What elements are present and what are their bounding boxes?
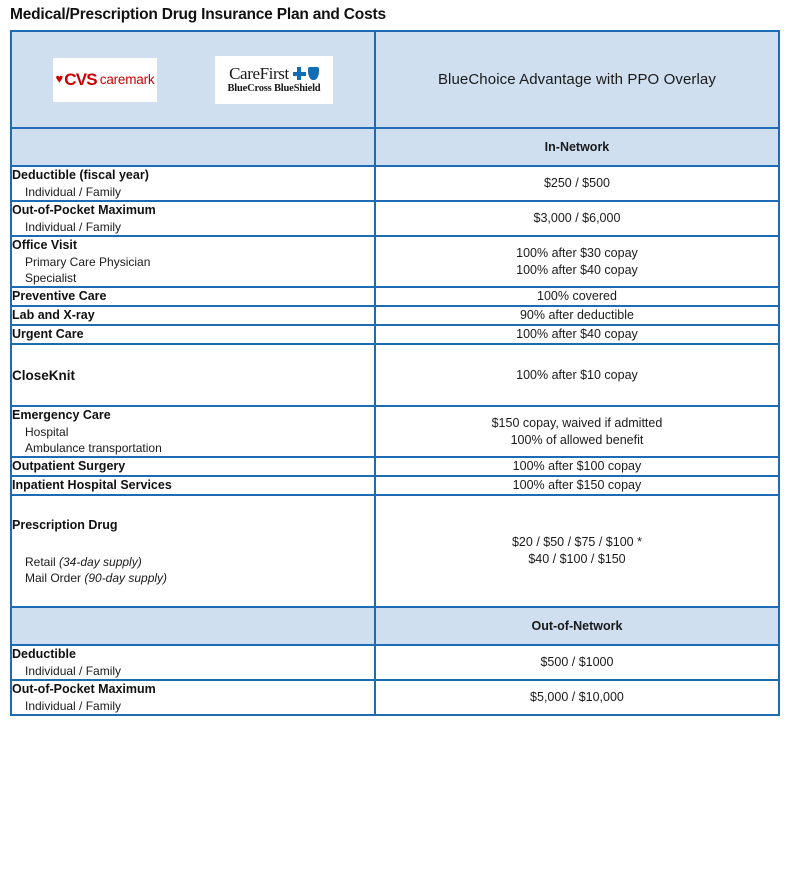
benefit-name: Office Visit [12, 238, 78, 252]
benefit-value: $5,000 / $10,000 [530, 690, 624, 704]
table-row [11, 457, 779, 476]
benefit-sublabel-text: Mail Order [25, 570, 85, 585]
benefit-name: Deductible (fiscal year) [12, 168, 149, 182]
table-row [11, 201, 779, 236]
table-row [11, 306, 779, 325]
spacer [12, 534, 374, 554]
benefit-label-cell [11, 457, 375, 476]
benefit-name: Lab and X-ray [12, 308, 95, 322]
benefit-sublabel: Ambulance transportation [25, 441, 162, 455]
benefit-sublabel: Individual / Family [25, 664, 122, 678]
benefit-value: $500 / $1000 [540, 655, 614, 669]
carrier-logos-cell [11, 31, 375, 128]
benefit-value: 100% covered [537, 289, 617, 303]
benefit-value: 100% of allowed benefit [510, 432, 644, 447]
benefit-value-cell [375, 166, 779, 201]
benefit-value-cell [375, 476, 779, 495]
benefit-sublabel-note: (90-day supply) [84, 570, 168, 585]
benefit-name: Preventive Care [12, 289, 107, 303]
bluecross-blueshield-wordmark: BlueCross BlueShield [227, 83, 321, 94]
shield-icon [308, 67, 319, 80]
benefit-name: Inpatient Hospital Services [12, 478, 172, 492]
benefit-name: Urgent Care [12, 327, 84, 341]
benefit-value: 100% after $40 copay [516, 262, 638, 277]
table-row [11, 287, 779, 306]
benefit-sublabel: Individual / Family [25, 185, 122, 199]
table-row [11, 645, 779, 680]
benefit-label-cell [11, 306, 375, 325]
benefit-label-cell [11, 166, 375, 201]
benefit-label-cell [11, 344, 375, 406]
table-row [11, 476, 779, 495]
table-row [11, 325, 779, 344]
table-row [11, 344, 779, 406]
benefit-name: Deductible [12, 647, 76, 661]
benefit-label-cell [11, 645, 375, 680]
benefit-value: 100% after $150 copay [512, 478, 642, 492]
benefit-sublabel: Individual / Family [25, 220, 122, 234]
table-row [11, 406, 779, 457]
section-heading: Out-of-Network [375, 607, 779, 645]
benefit-label-cell [11, 325, 375, 344]
table-row [11, 236, 779, 287]
benefit-label-cell [11, 201, 375, 236]
table-row [11, 680, 779, 715]
section-header-spacer [11, 128, 375, 166]
table-header-row [11, 31, 779, 128]
benefit-sublabel-note: (34-day supply) [59, 554, 142, 569]
benefit-value: 100% after $30 copay [516, 245, 638, 260]
benefit-value: $40 / $100 / $150 [528, 552, 626, 566]
benefit-value-cell [375, 325, 779, 344]
carefirst-wordmark: CareFirst [229, 64, 289, 83]
benefit-value: $250 / $500 [543, 176, 610, 190]
benefit-sublabel: Individual / Family [25, 699, 122, 713]
benefit-value: 90% after deductible [519, 308, 634, 322]
benefit-value: $20 / $50 / $75 / $100 * [511, 535, 642, 549]
benefit-value: 100% after $40 copay [516, 327, 638, 341]
benefit-name: Out-of-Pocket Maximum [12, 682, 156, 696]
benefit-value: $150 copay, waived if admitted [491, 415, 663, 430]
cvs-caremark-logo [53, 58, 157, 102]
table-row [11, 166, 779, 201]
benefit-name: Out-of-Pocket Maximum [12, 203, 156, 217]
carefirst-bluecross-blueshield-logo [215, 56, 333, 104]
benefit-name: Outpatient Surgery [12, 459, 126, 473]
benefit-name: Prescription Drug [12, 517, 118, 532]
page-title: Medical/Prescription Drug Insurance Plan and Costs [10, 6, 386, 23]
cvs-wordmark: CVS [64, 70, 97, 89]
heart-icon: ♥ [55, 71, 64, 86]
benefit-value-cell [375, 344, 779, 406]
benefits-table-body [11, 31, 779, 715]
benefit-label-cell [11, 476, 375, 495]
benefit-value-cell [375, 287, 779, 306]
benefit-value-cell [375, 236, 779, 287]
caremark-wordmark: caremark [99, 71, 155, 87]
benefit-value-cell [375, 457, 779, 476]
benefit-sublabel: Hospital [25, 425, 69, 439]
benefit-name: Emergency Care [12, 408, 111, 422]
benefit-name: CloseKnit [12, 367, 76, 383]
benefit-value-cell [375, 495, 779, 607]
benefit-value-cell [375, 406, 779, 457]
benefit-label-cell [11, 236, 375, 287]
benefit-sublabel: Specialist [25, 271, 77, 285]
benefit-value: 100% after $10 copay [516, 367, 638, 382]
benefit-label-cell [11, 406, 375, 457]
section-header-spacer [11, 607, 375, 645]
benefit-value: $3,000 / $6,000 [533, 211, 621, 225]
benefit-sublabel-text: Retail [25, 554, 60, 569]
benefit-value-cell [375, 680, 779, 715]
benefit-label-cell [11, 495, 375, 607]
benefits-table [10, 30, 780, 716]
benefit-value-cell [375, 645, 779, 680]
benefit-value-cell [375, 201, 779, 236]
benefit-label-cell [11, 287, 375, 306]
benefit-value: 100% after $100 copay [512, 459, 642, 473]
section-header-row [11, 128, 779, 166]
benefit-sublabel [12, 554, 374, 570]
benefit-sublabel [12, 570, 374, 586]
benefit-sublabel: Primary Care Physician [25, 255, 151, 269]
section-header-row [11, 607, 779, 645]
benefit-label-cell [11, 680, 375, 715]
plan-name: BlueChoice Advantage with PPO Overlay [375, 31, 779, 128]
benefit-value-cell [375, 306, 779, 325]
section-heading: In-Network [375, 128, 779, 166]
cross-icon [293, 67, 306, 80]
table-row [11, 495, 779, 607]
